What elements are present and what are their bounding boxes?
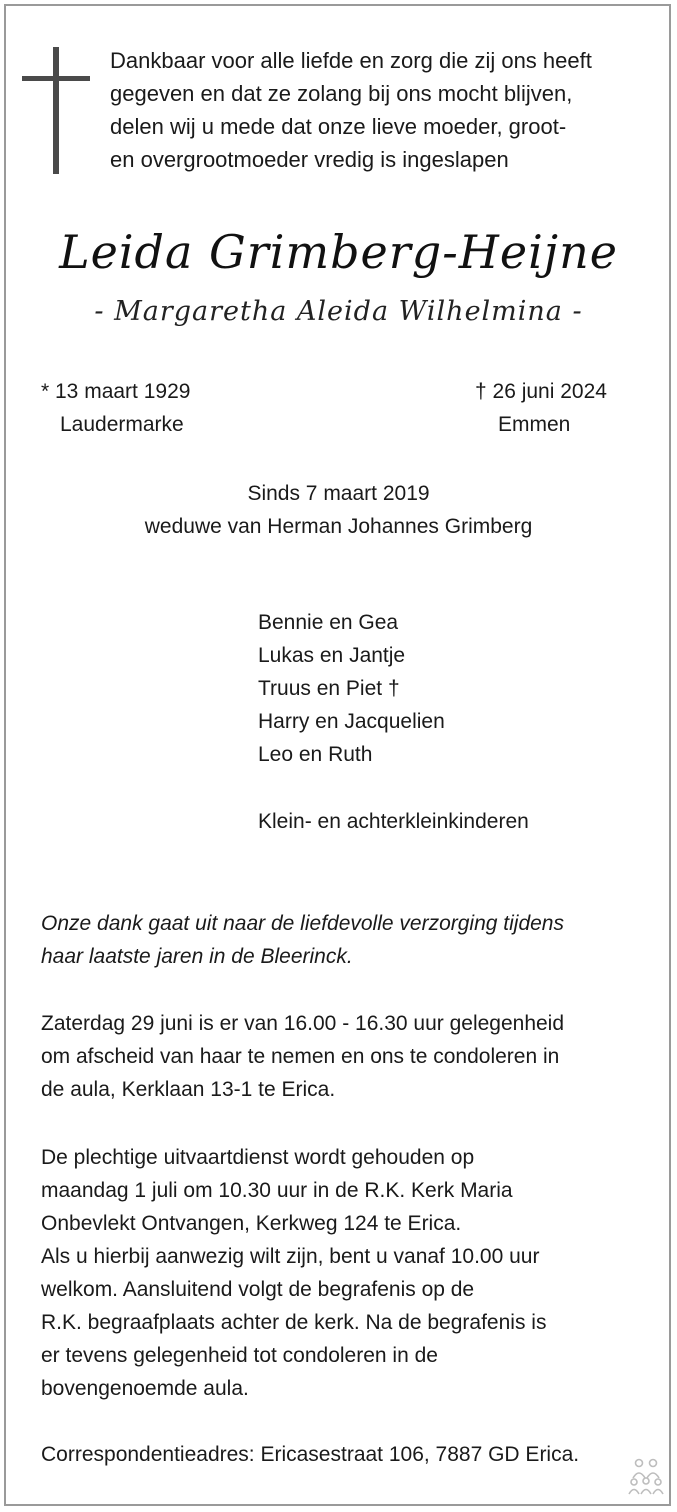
condolence-line: om afscheid van haar te nemen en ons te condoleren in	[41, 1045, 560, 1068]
service-line: R.K. begraafplaats achter de kerk. Na de begrafenis is	[41, 1311, 547, 1334]
widow-line: weduwe van Herman Johannes Grimberg	[144, 515, 533, 538]
deceased-name: Leida Grimberg-Heijne	[59, 225, 618, 279]
grandchildren-line: Klein- en achterkleinkinderen	[258, 810, 529, 833]
death-info	[475, 375, 607, 441]
service-paragraph	[41, 1141, 651, 1405]
intro-text	[110, 44, 655, 176]
widow-info	[0, 477, 677, 543]
service-line: De plechtige uitvaartdienst wordt gehouden op	[41, 1146, 475, 1169]
birth-date: * 13 maart 1929	[41, 380, 191, 403]
intro-line: Dankbaar voor alle liefde en zorg die zij ons heeft	[110, 48, 592, 73]
family-item: Bennie en Gea	[258, 611, 399, 634]
service-line: er tevens gelegenheid tot condoleren in de	[41, 1344, 438, 1367]
birth-place: Laudermarke	[60, 413, 184, 436]
family-item: Leo en Ruth	[258, 743, 373, 766]
thanks-text	[41, 907, 641, 973]
condolence-paragraph	[41, 1007, 651, 1106]
service-line: bovengenoemde aula.	[41, 1377, 249, 1400]
widow-line: Sinds 7 maart 2019	[247, 482, 430, 505]
birth-info	[41, 375, 190, 441]
intro-line: delen wij u mede dat onze lieve moeder, groot-	[110, 114, 567, 139]
family-item: Harry en Jacquelien	[258, 710, 445, 733]
death-place: Emmen	[498, 413, 571, 436]
service-line: maandag 1 juli om 10.30 uur in de R.K. Kerk Maria	[41, 1179, 513, 1202]
family-item: Truus en Piet †	[258, 677, 400, 700]
family-list	[258, 606, 529, 838]
intro-line: en overgrootmoeder vredig is ingeslapen	[110, 147, 509, 172]
thanks-line: Onze dank gaat uit naar de liefdevolle verzorging tijdens	[41, 912, 564, 935]
death-date: † 26 juni 2024	[475, 380, 607, 403]
service-line: welkom. Aansluitend volgt de begrafenis op de	[41, 1278, 475, 1301]
condolence-line: Zaterdag 29 juni is er van 16.00 - 16.30 uur gelegenheid	[41, 1012, 565, 1035]
condolence-line: de aula, Kerklaan 13-1 te Erica.	[41, 1078, 336, 1101]
service-line: Als u hierbij aanwezig wilt zijn, bent u vanaf 10.00 uur	[41, 1245, 540, 1268]
thanks-line: haar laatste jaren in de Bleerinck.	[41, 945, 353, 968]
intro-line: gegeven en dat ze zolang bij ons mocht blijven,	[110, 81, 573, 106]
family-item: Lukas en Jantje	[258, 644, 406, 667]
given-names: - Margaretha Aleida Wilhelmina -	[94, 296, 583, 327]
service-line: Onbevlekt Ontvangen, Kerkweg 124 te Erica.	[41, 1212, 462, 1235]
people-logo-icon	[628, 1456, 664, 1496]
correspondence-address: Correspondentieadres: Ericasestraat 106, 7887 GD Erica.	[41, 1443, 580, 1466]
